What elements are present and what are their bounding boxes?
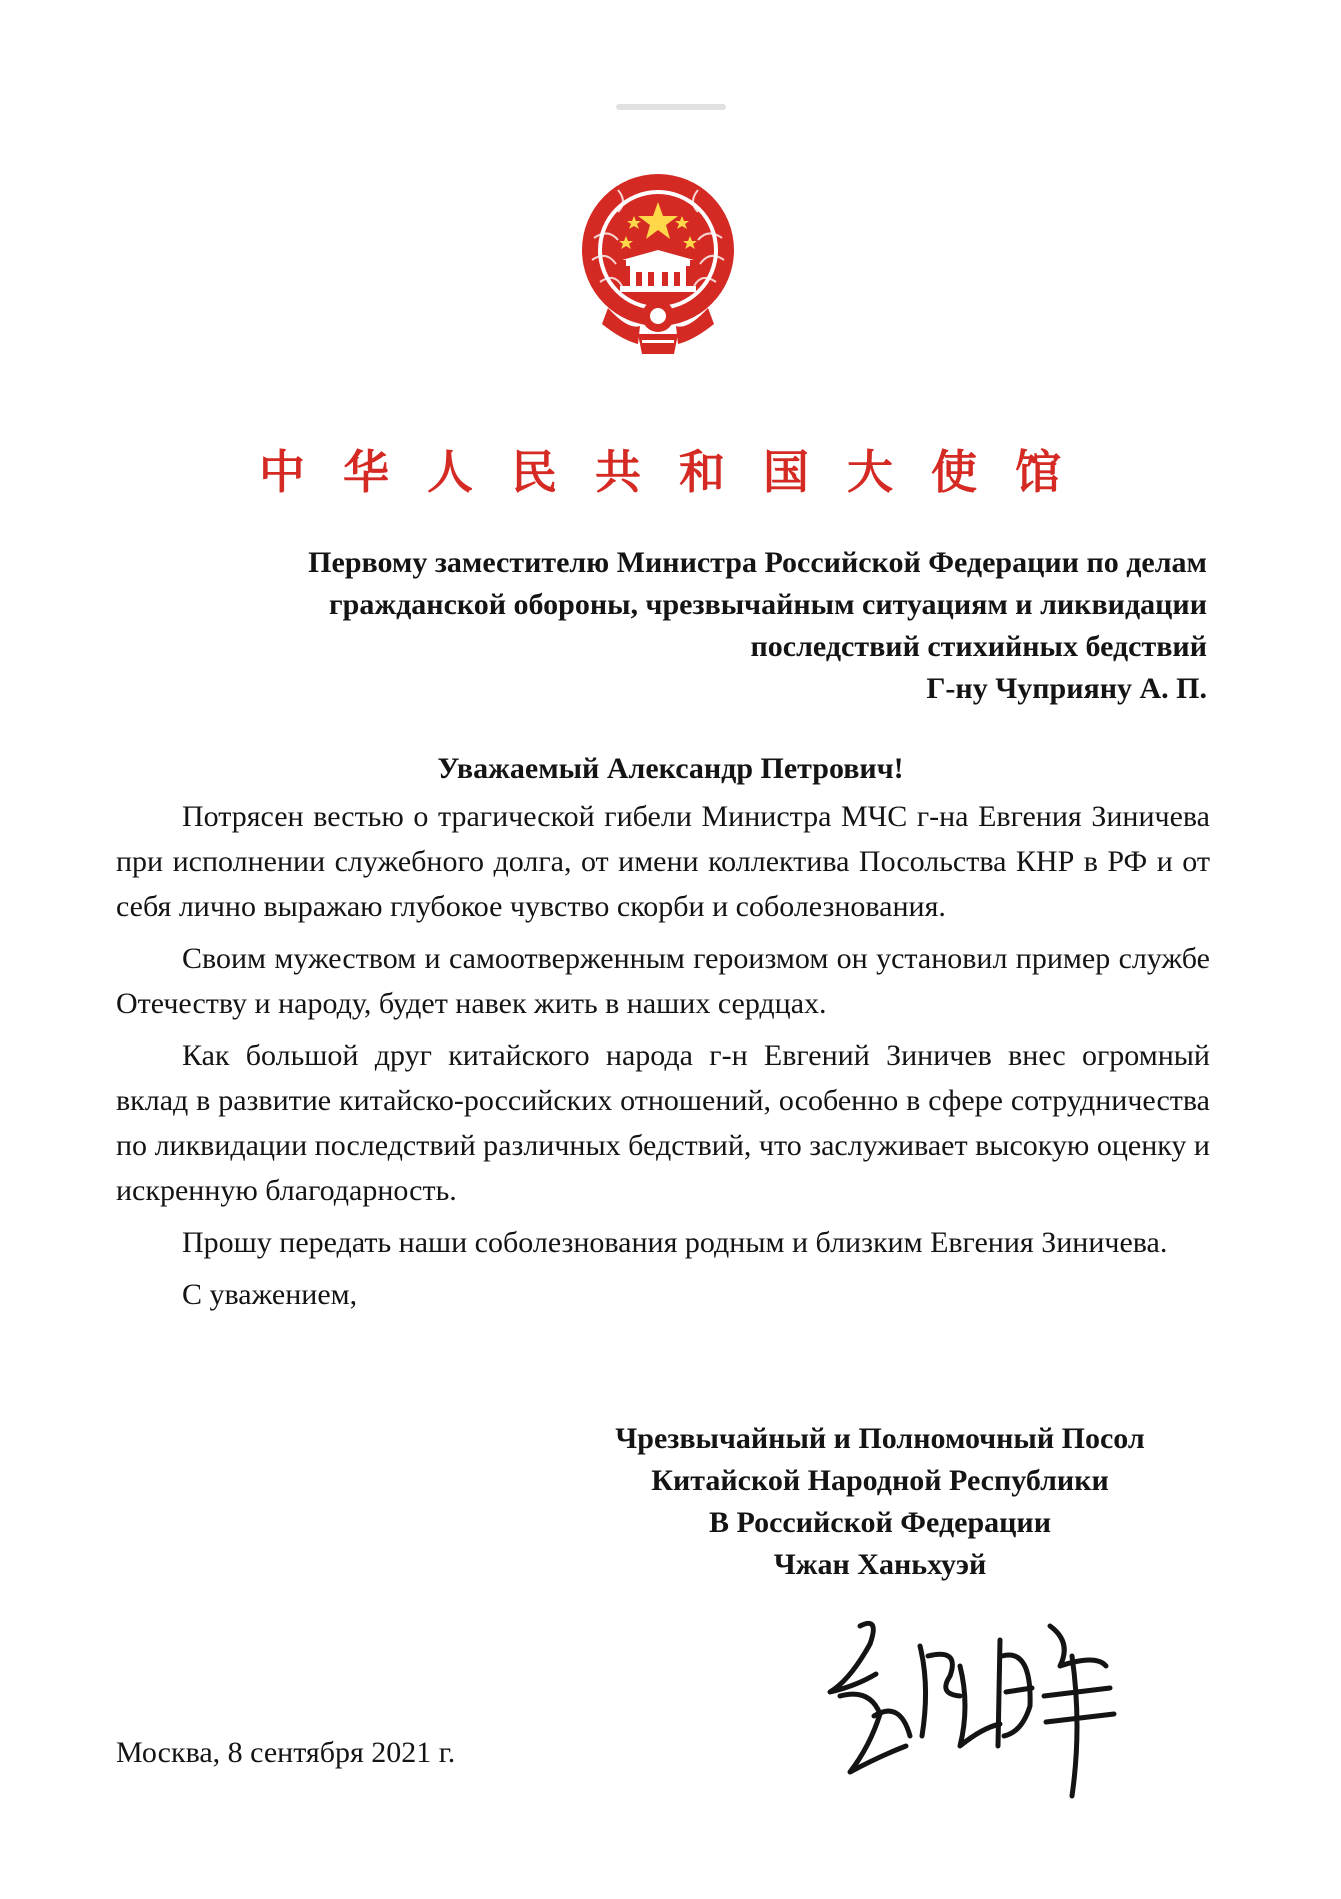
scan-artifact (616, 104, 726, 110)
letter-body (116, 794, 1210, 1324)
letterhead-char: 共 (595, 445, 641, 499)
addressee-line: Первому заместителю Министра Российской Федерации по делам (308, 546, 1207, 579)
signatory-block (560, 1418, 1200, 1586)
salutation: Уважаемый Александр Петрович! (437, 752, 904, 785)
body-paragraph: Потрясен вестью о трагической гибели Министра МЧС г-на Евгения Зиничева при исполнении служебного долга, от имени коллектива Посольства КНР в РФ и от себя лично выражаю глубокое чувство скорби и соболезнования. (116, 800, 1210, 923)
place-and-date: Москва, 8 сентября 2021 г. (116, 1736, 456, 1769)
letterhead-char: 民 (511, 445, 557, 499)
body-paragraph: Своим мужеством и самоотверженным героизмом он установил пример службе Отечеству и народу, будет навек жить в наших сердцах. (116, 942, 1210, 1020)
addressee-line: последствий стихийных бедствий (750, 630, 1207, 663)
addressee-line: Г-ну Чуприяну А. П. (926, 672, 1207, 705)
addressee-block (207, 542, 1207, 710)
addressee-line: гражданской обороны, чрезвычайным ситуациям и ликвидации (329, 588, 1207, 621)
body-paragraph: Как большой друг китайского народа г-н Евгений Зиничев внес огромный вклад в развитие китайско-российских отношений, особенно в сфере сотрудничества по ликвидации последствий различных бедствий, что заслуживает высокую оценку и искренную благодарность. (116, 1039, 1210, 1207)
signatory-line: Чрезвычайный и Полномочный Посол (615, 1422, 1145, 1455)
letterhead-char: 馆 (1015, 445, 1061, 499)
letterhead-char: 华 (343, 445, 389, 499)
handwritten-signature (810, 1596, 1140, 1806)
letterhead-char: 使 (931, 445, 977, 499)
letterhead-char: 国 (763, 445, 809, 499)
body-paragraph: Прошу передать наши соболезнования родным и близким Евгения Зиничева. (182, 1226, 1168, 1259)
national-emblem-icon (578, 168, 738, 358)
signatory-line: В Российской Федерации (709, 1506, 1051, 1539)
embassy-letterhead (250, 438, 1070, 500)
closing-phrase: С уважением, (182, 1278, 358, 1311)
letterhead-char: 和 (679, 445, 725, 499)
letterhead-char: 人 (427, 445, 473, 499)
signatory-name: Чжан Ханьхуэй (773, 1548, 987, 1581)
letterhead-char: 大 (847, 445, 893, 499)
signatory-line: Китайской Народной Республики (651, 1464, 1109, 1497)
letterhead-char: 中 (259, 445, 305, 499)
